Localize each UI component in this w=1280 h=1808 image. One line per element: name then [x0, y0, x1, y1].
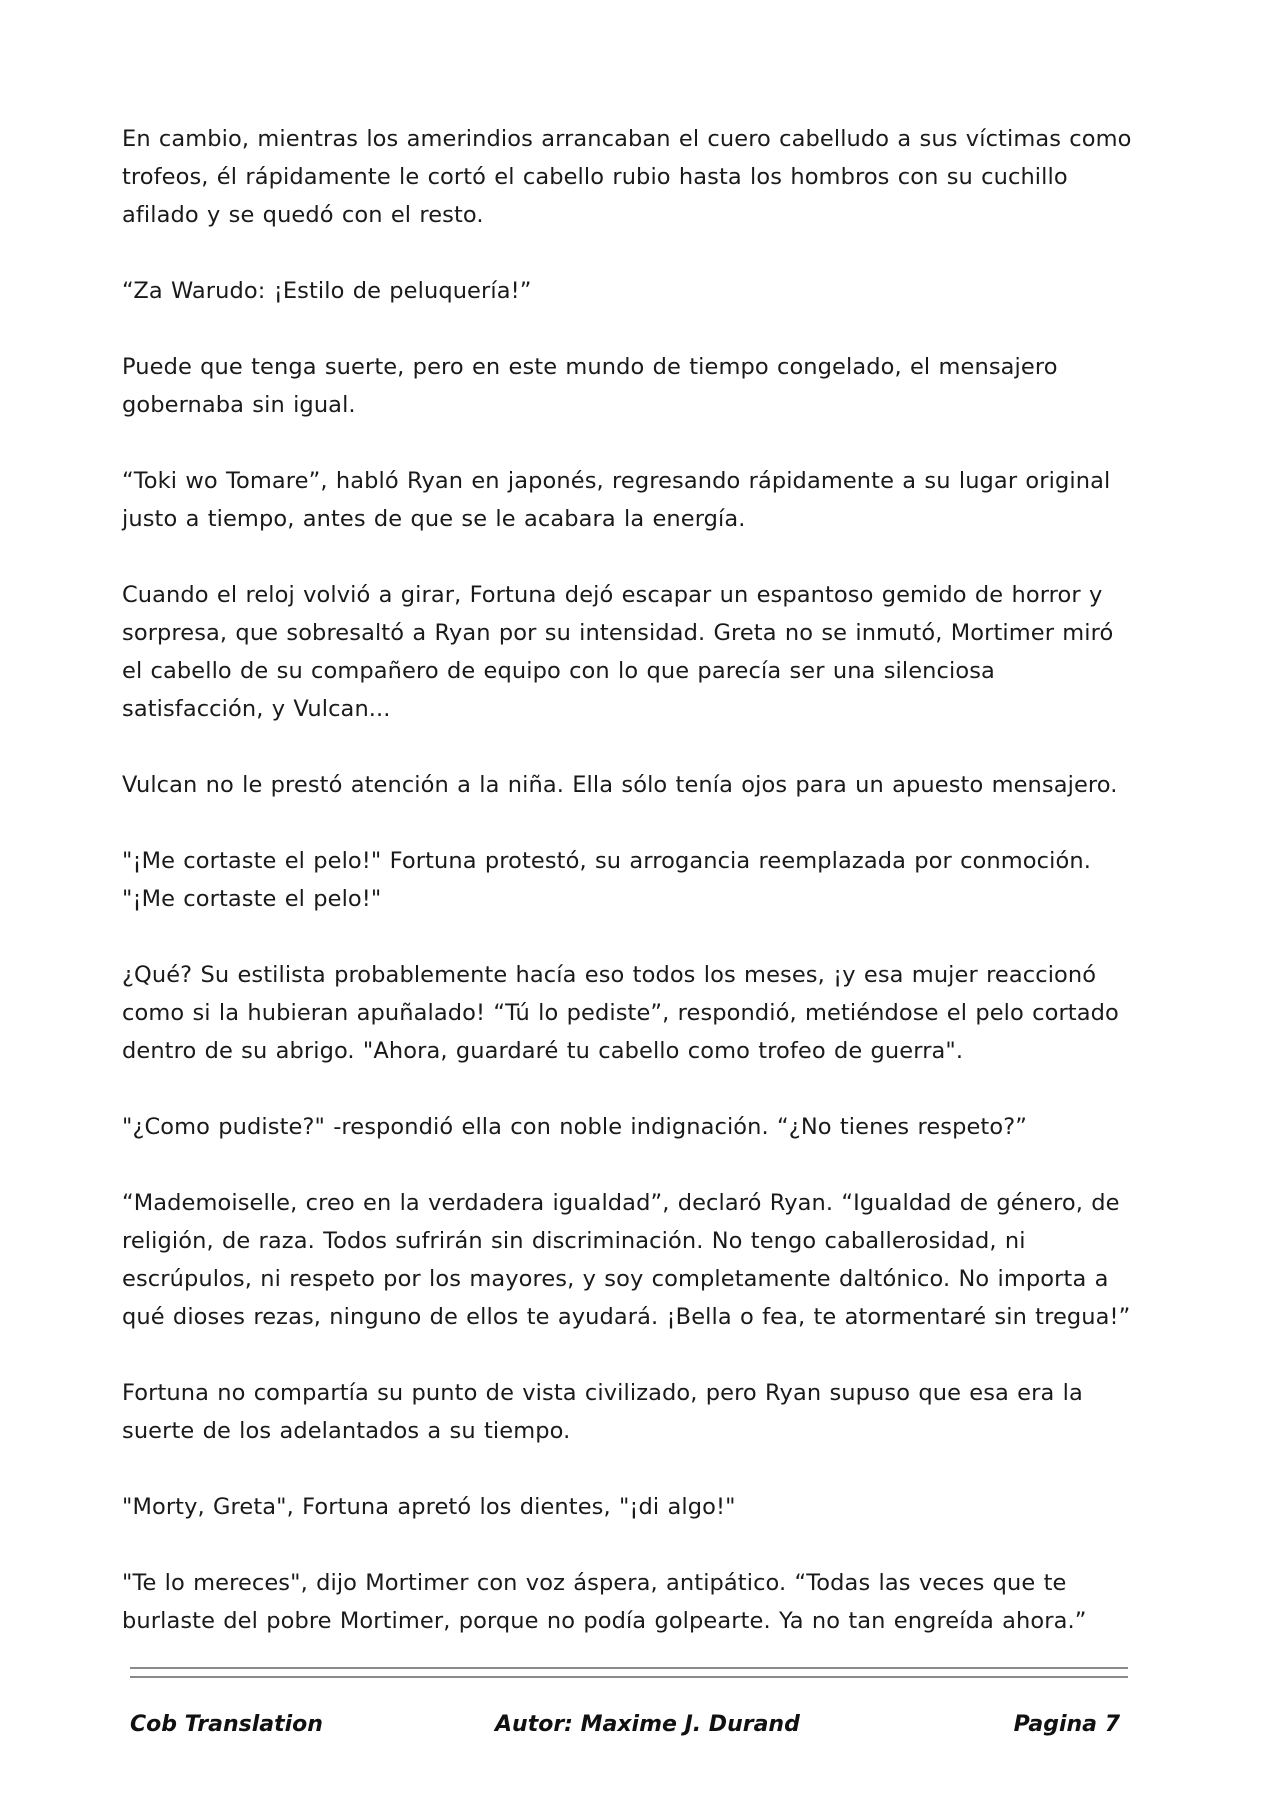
- footer-divider: [130, 1667, 1128, 1685]
- paragraph: En cambio, mientras los amerindios arrancaban el cuero cabelludo a sus víctimas como trofeos, él rápidamente le cortó el cabello rubio hasta los hombros con su cuchillo afilado y se quedó con el resto.: [122, 126, 1132, 228]
- paragraph: Puede que tenga suerte, pero en este mundo de tiempo congelado, el mensajero gobernaba sin igual.: [122, 354, 1058, 418]
- paragraph: “Toki wo Tomare”, habló Ryan en japonés, regresando rápidamente a su lugar original justo a tiempo, antes de que se le acabara la energía.: [122, 468, 1111, 532]
- paragraph: "¡Me cortaste el pelo!" Fortuna protestó, su arrogancia reemplazada por conmoción. "¡Me cortaste el pelo!": [122, 848, 1091, 912]
- footer-author: Autor: Maxime J. Durand: [495, 1712, 800, 1737]
- paragraph: “Za Warudo: ¡Estilo de peluquería!”: [122, 278, 532, 304]
- paragraph: Cuando el reloj volvió a girar, Fortuna dejó escapar un espantoso gemido de horror y sorpresa, que sobresaltó a Ryan por su intensidad. Greta no se inmutó, Mortimer miró el cabello de su compañero de equipo con lo que parecía ser una silenciosa satisfacción, y Vulcan...: [122, 582, 1114, 722]
- paragraph: Vulcan no le prestó atención a la niña. Ella sólo tenía ojos para un apuesto mensajero.: [122, 772, 1118, 798]
- body-text: [122, 120, 1132, 1678]
- footer-page-number: Pagina 7: [1013, 1712, 1120, 1737]
- paragraph: "Morty, Greta", Fortuna apretó los dientes, "¡di algo!": [122, 1494, 736, 1520]
- paragraph: "¿Como pudiste?" -respondió ella con noble indignación. “¿No tienes respeto?”: [122, 1114, 1027, 1140]
- footer-rule-bottom: [130, 1676, 1128, 1678]
- paragraph: Fortuna no compartía su punto de vista civilizado, pero Ryan supuso que esa era la suerte de los adelantados a su tiempo.: [122, 1380, 1083, 1444]
- paragraph: ¿Qué? Su estilista probablemente hacía eso todos los meses, ¡y esa mujer reaccionó como si la hubieran apuñalado! “Tú lo pediste”, respondió, metiéndose el pelo cortado dentro de su abrigo. "Ahora, guardaré tu cabello como trofeo de guerra".: [122, 962, 1119, 1064]
- page-footer: [130, 1712, 1128, 1746]
- paragraph: "Te lo mereces", dijo Mortimer con voz áspera, antipático. “Todas las veces que te burlaste del pobre Mortimer, porque no podía golpearte. Ya no tan engreída ahora.”: [122, 1570, 1087, 1634]
- paragraph: “Mademoiselle, creo en la verdadera igualdad”, declaró Ryan. “Igualdad de género, de religión, de raza. Todos sufrirán sin discriminación. No tengo caballerosidad, ni escrúpulos, ni respeto por los mayores, y soy completamente daltónico. No importa a qué dioses rezas, ninguno de ellos te ayudará. ¡Bella o fea, te atormentaré sin tregua!”: [122, 1190, 1131, 1330]
- footer-rule-top: [130, 1667, 1128, 1669]
- footer-translator: Cob Translation: [130, 1712, 323, 1737]
